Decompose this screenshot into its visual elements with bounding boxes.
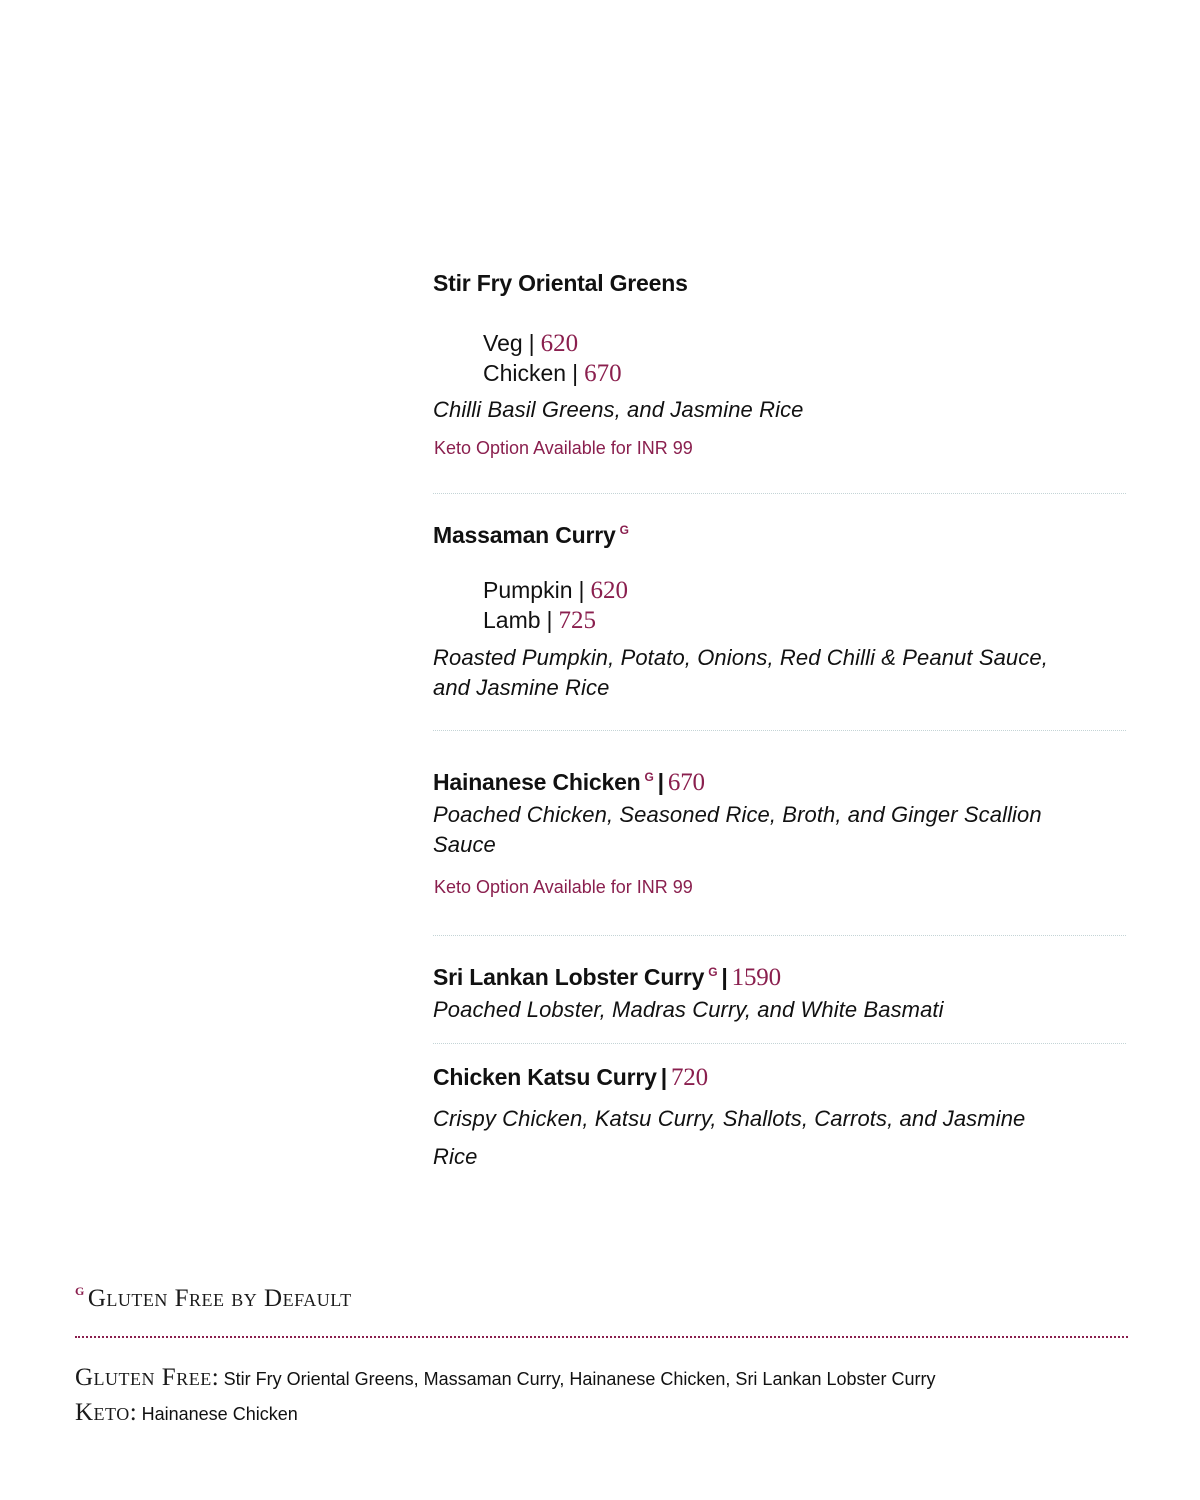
gluten-free-marker: G: [75, 1284, 85, 1298]
option-name: Veg: [483, 330, 523, 356]
item-divider: [433, 493, 1126, 494]
footer-divider: [75, 1336, 1128, 1338]
menu-item-option: [483, 575, 628, 606]
menu-item-description: Chilli Basil Greens, and Jasmine Rice: [433, 397, 804, 422]
option-name: Lamb: [483, 607, 541, 633]
gluten-free-marker: G: [619, 523, 629, 537]
option-price: 670: [584, 360, 622, 387]
gluten-free-items: Stir Fry Oriental Greens, Massaman Curry, Hainanese Chicken, Sri Lankan Lobster Curry: [223, 1369, 936, 1389]
option-price: 620: [590, 577, 628, 604]
price-separator: |: [721, 964, 728, 990]
menu-item-description: Poached Chicken, Seasoned Rice, Broth, and Ginger Scallion Sauce: [433, 802, 1042, 857]
menu-item-title: Stir Fry Oriental Greens: [433, 270, 688, 296]
option-name: Pumpkin: [483, 577, 573, 603]
menu-item-title: [433, 515, 629, 550]
menu-item-name: Massaman Curry: [433, 522, 616, 548]
menu-item-description: Crispy Chicken, Katsu Curry, Shallots, Carrots, and Jasmine Rice: [433, 1106, 1026, 1169]
menu-item-option: [483, 358, 622, 389]
option-name: Chicken: [483, 360, 567, 386]
keto-items: Hainanese Chicken: [141, 1404, 298, 1424]
menu-item-name: Hainanese Chicken: [433, 769, 641, 795]
keto-summary: [75, 1399, 298, 1427]
price-separator: |: [528, 330, 535, 356]
item-divider: [433, 935, 1126, 936]
keto-note: Keto Option Available for INR 99: [434, 877, 693, 897]
menu-item-price: 670: [667, 769, 705, 796]
menu-item-name: Chicken Katsu Curry: [433, 1064, 657, 1090]
gluten-free-marker: G: [708, 965, 718, 979]
price-separator: |: [578, 577, 585, 603]
price-separator: |: [546, 607, 553, 633]
price-separator: |: [660, 1064, 667, 1090]
gluten-free-legend: [75, 1284, 352, 1313]
menu-item-title: [433, 762, 705, 798]
legend-text: Gluten Free by Default: [87, 1285, 352, 1312]
keto-label: Keto:: [75, 1399, 138, 1426]
gluten-free-summary: [75, 1364, 936, 1392]
menu-item-option: [483, 328, 578, 359]
menu-item-description: Poached Lobster, Madras Curry, and White Basmati: [433, 997, 944, 1022]
menu-item-price: 1590: [731, 964, 781, 991]
gluten-free-marker: G: [644, 770, 654, 784]
menu-item-price: 720: [670, 1064, 708, 1091]
menu-item-option: [483, 605, 596, 636]
option-price: 620: [540, 330, 579, 357]
item-divider: [433, 730, 1126, 731]
menu-item-title: [433, 1062, 708, 1093]
menu-item-title: [433, 957, 781, 993]
item-divider: [433, 1043, 1126, 1044]
menu-item-description: Roasted Pumpkin, Potato, Onions, Red Chilli & Peanut Sauce, and Jasmine Rice: [433, 645, 1048, 700]
gluten-free-label: Gluten Free:: [75, 1364, 220, 1391]
price-separator: |: [657, 769, 664, 795]
price-separator: |: [572, 360, 579, 386]
keto-note: Keto Option Available for INR 99: [434, 438, 693, 458]
option-price: 725: [558, 607, 597, 634]
menu-item-name: Sri Lankan Lobster Curry: [433, 964, 705, 990]
